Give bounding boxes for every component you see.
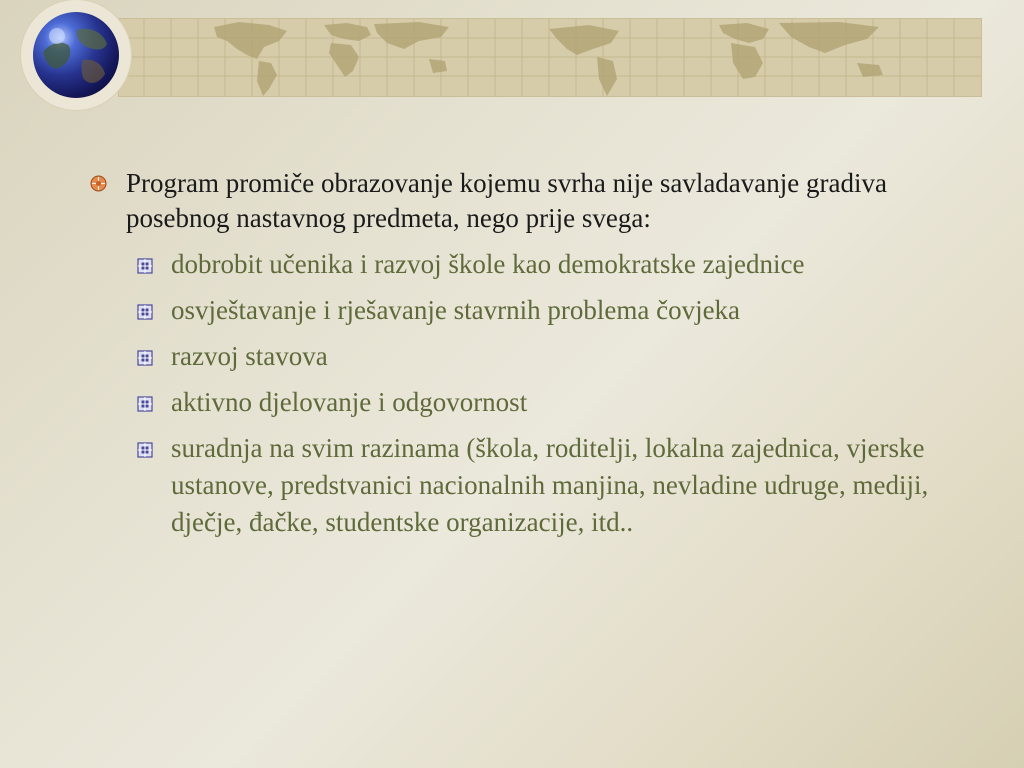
sub-bullet-text: osvještavanje i rješavanje stavrnih problema čovjeka — [171, 295, 741, 325]
blue-square-bullet-icon — [137, 442, 153, 458]
blue-square-bullet-icon — [137, 396, 153, 412]
sub-bullet-text: razvoj stavova — [171, 341, 328, 371]
sub-bullet-item — [133, 384, 968, 421]
sub-bullet-item — [133, 430, 968, 541]
blue-square-bullet-icon — [137, 258, 153, 274]
sub-bullet-list — [88, 246, 968, 541]
world-map-graphic — [119, 19, 981, 96]
sub-bullet-text: suradnja na svim razinama (škola, roditelji, lokalna zajednica, vjerske ustanove, predstvanici nacionalnih manjina, nevladine udruge, mediji, dječje, đačke, studentske organizacije, itd.. — [171, 433, 929, 537]
globe-continents — [33, 12, 119, 98]
sub-bullet-text: dobrobit učenika i razvoj škole kao demokratske zajednice — [171, 249, 805, 279]
main-bullet-item — [88, 166, 968, 236]
slide-body — [88, 166, 968, 550]
globe-icon — [33, 12, 119, 98]
main-bullet-text: Program promiče obrazovanje kojemu svrha nije savladavanje gradiva posebnog nastavnog predmeta, nego prije svega: — [126, 168, 887, 233]
blue-square-bullet-icon — [137, 350, 153, 366]
world-map-banner — [118, 18, 982, 97]
sub-bullet-item — [133, 246, 968, 283]
sub-bullet-item — [133, 338, 968, 375]
sub-bullet-text: aktivno djelovanje i odgovornost — [171, 387, 528, 417]
blue-square-bullet-icon — [137, 304, 153, 320]
orange-circle-bullet-icon — [90, 175, 107, 192]
sub-bullet-item — [133, 292, 968, 329]
